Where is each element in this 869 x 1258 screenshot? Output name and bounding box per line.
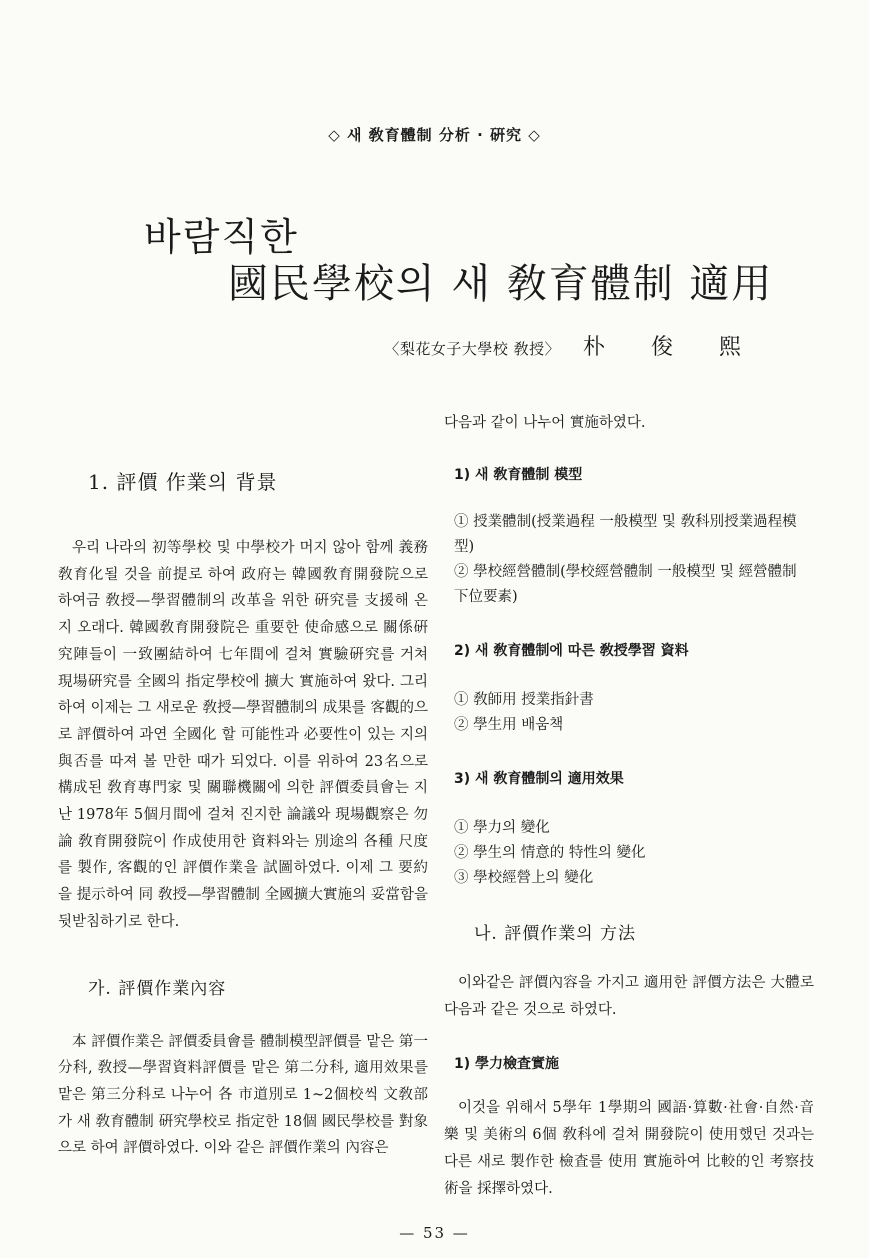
subsection-na-heading: 나. 評價作業의 方法 (474, 924, 637, 944)
heading-model: 1) 새 敎育體制 模型 (454, 467, 583, 483)
continued-line: 다음과 같이 나누어 實施하였다. (444, 415, 646, 431)
article-title-line2: 國民學校의 새 敎育體制 適用 (228, 261, 774, 307)
series-label: ◇ 새 敎育體制 分析 · 硏究 ◇ (328, 126, 541, 144)
section-1-heading: 1. 評價 作業의 背景 (88, 470, 278, 494)
author-name-char: 俊 (650, 335, 675, 360)
subsection-ga-paragraph: 本 評價作業은 評價委員會를 體制模型評價를 맡은 第一分科, 敎授—學習資料評價를 맡은 第二分科, 適用效果를 맡은 第三分科로 나누어 各 市道別로 1~2個校씩 文敎部가 새 敎育體制 硏究學校로 指定한 18個 國民學校를 對象으로 하여 評價하였다. 이와 같은 評價作業의 內容은 (58, 1033, 428, 1157)
heading-achievement-test: 1) 學力檢査實施 (454, 1056, 560, 1073)
heading-materials: 2) 새 敎育體制에 따른 敎授學習 資料 (454, 643, 689, 659)
author-affiliation: 〈梨花女子大學校 敎授〉 (384, 340, 561, 358)
list-materials (444, 688, 814, 738)
page-number: — 53 — (399, 1224, 470, 1242)
author-name-char: 熙 (718, 335, 743, 360)
achievement-test-paragraph: 이것을 위해서 5學年 1學期의 國語·算數·社會·自然·音樂 및 美術의 6個 敎科에 걸쳐 開發院이 使用했던 것과는 다른 새로 製作한 檢査를 使用 實施하여 比較的인 考察技術을 採擇하였다. (444, 1100, 814, 1197)
list-item: ② 學生의 情意的 特性의 變化 (454, 845, 646, 861)
article-title-line1: 바람직한 (144, 215, 299, 259)
heading-effects: 3) 새 敎育體制의 適用效果 (454, 771, 624, 787)
list-item: ② 學校經營體制(學校經營體制 一般模型 및 經營體制 下位要素) (454, 564, 797, 605)
list-item: ① 授業體制(授業過程 一般模型 및 敎科別授業過程模型) (454, 514, 797, 555)
subsection-na-paragraph: 이와같은 評價內容을 가지고 適用한 評價方法은 大體로 다음과 같은 것으로 하였다. (444, 975, 814, 1018)
section-1-paragraph: 우리 나라의 初等學校 및 中學校가 머지 않아 함께 義務敎育化될 것을 前提로 하여 政府는 韓國敎育開發院으로 하여금 敎授—學習體制의 改革을 위한 硏究를 支援해 온지 오래다. 韓國敎育開發院은 重要한 使命感으로 關係硏究陣들이 一致團結하여 七年間에 걸쳐 實驗硏究를 거쳐 現場硏究를 全國의 指定學校에 擴大 實施하여 왔다. 그리하여 이제는 그 새로운 敎授—學習體制의 成果를 客觀的으로 評價하여 과연 全國化 할 可能性과 必要性이 있는 지의 與否를 따져 볼 만한 때가 되었다. 이를 위하여 23名으로 構成된 敎育專門家 및 關聯機關에 의한 評價委員會는 지난 1978年 5個月間에 걸쳐 진지한 論議와 現場觀察은 勿論 敎育開發院이 作成使用한 資料와는 別途의 各種 尺度를 製作, 客觀的인 評價作業을 試圖하였다. 이제 그 要約을 提示하여 同 敎授—學習體制 全國擴大實施의 妥當함을 뒷받침하기로 한다. (58, 540, 428, 930)
list-item: ① 學力의 變化 (454, 820, 550, 836)
list-item: ③ 學校經營上의 變化 (454, 870, 594, 886)
list-item: ① 敎師用 授業指針書 (454, 692, 594, 708)
list-item: ② 學生用 배움책 (454, 717, 564, 733)
left-column (58, 400, 428, 1162)
subsection-ga-heading: 가. 評價作業內容 (88, 978, 227, 999)
author-line (384, 330, 743, 361)
author-name (583, 335, 743, 360)
list-model (444, 510, 814, 610)
author-name-char: 朴 (582, 335, 607, 360)
list-effects (444, 816, 814, 891)
right-column (444, 400, 814, 1202)
